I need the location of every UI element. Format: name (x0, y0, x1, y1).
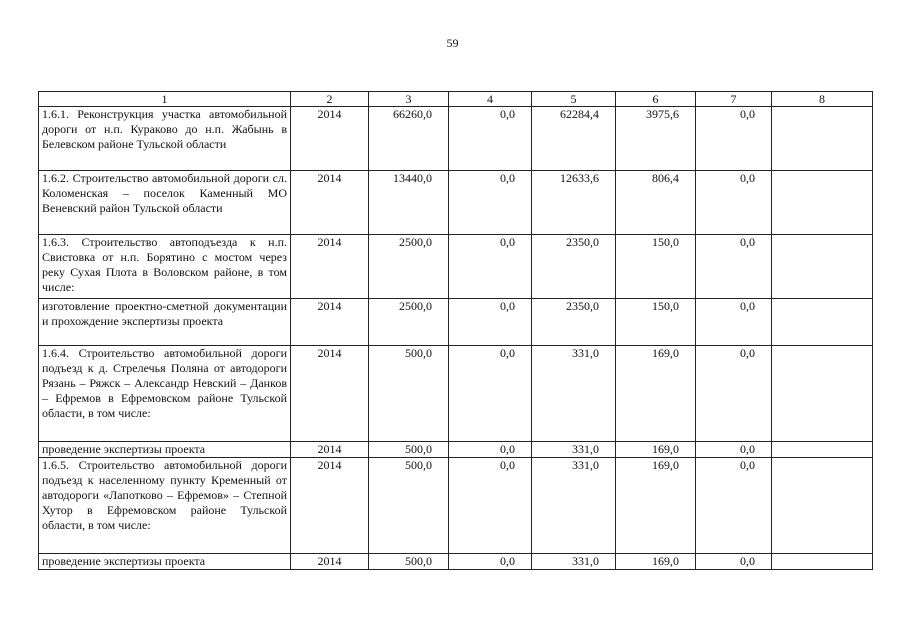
table-row (39, 171, 873, 235)
row-value-7: 0,0 (696, 346, 772, 442)
table-row (39, 346, 873, 442)
col-header: 7 (696, 92, 772, 107)
row-value-5: 331,0 (532, 458, 616, 554)
row-year: 2014 (291, 458, 369, 554)
row-value-4: 0,0 (449, 299, 532, 346)
row-value-3: 500,0 (369, 554, 449, 570)
row-value-6: 169,0 (616, 458, 696, 554)
row-value-8 (772, 554, 873, 570)
table-row (39, 107, 873, 171)
table-row (39, 554, 873, 570)
page-number: 59 (446, 36, 459, 50)
budget-table (38, 91, 873, 570)
row-description: проведение экспертизы проекта (39, 554, 291, 570)
row-description: 1.6.4. Строительство автомобильной дороги подъезд к д. Стрелечья Поляна от автодороги Рязань – Ряжск – Александр Невский – Данков – Ефремов в Ефремовском районе Тульской области, в том числе: (39, 346, 291, 442)
row-value-3: 66260,0 (369, 107, 449, 171)
row-year: 2014 (291, 554, 369, 570)
row-value-4: 0,0 (449, 171, 532, 235)
table-row (39, 235, 873, 299)
row-description: проведение экспертизы проекта (39, 442, 291, 458)
row-value-5: 2350,0 (532, 299, 616, 346)
row-value-5: 2350,0 (532, 235, 616, 299)
table-row (39, 442, 873, 458)
col-header: 3 (369, 92, 449, 107)
table-row (39, 458, 873, 554)
row-value-8 (772, 458, 873, 554)
row-value-3: 500,0 (369, 442, 449, 458)
row-value-7: 0,0 (696, 458, 772, 554)
row-description: 1.6.5. Строительство автомобильной дороги подъезд к населенному пункту Кременный от автодороги «Лапотково – Ефремов» – Степной Хутор в Ефремовском районе Тульской области, в том числе: (39, 458, 291, 554)
row-value-4: 0,0 (449, 458, 532, 554)
row-value-7: 0,0 (696, 171, 772, 235)
col-header: 8 (772, 92, 873, 107)
row-value-5: 331,0 (532, 346, 616, 442)
row-value-3: 13440,0 (369, 171, 449, 235)
row-value-8 (772, 442, 873, 458)
row-value-4: 0,0 (449, 235, 532, 299)
row-description: 1.6.2. Строительство автомобильной дороги сл. Коломенская – поселок Каменный МО Веневский район Тульской области (39, 171, 291, 235)
row-value-6: 169,0 (616, 346, 696, 442)
row-year: 2014 (291, 346, 369, 442)
row-description: 1.6.1. Реконструкция участка автомобильной дороги от н.п. Кураково до н.п. Жабынь в Белевском районе Тульской области (39, 107, 291, 171)
row-year: 2014 (291, 107, 369, 171)
row-description: 1.6.3. Строительство автоподъезда к н.п. Свистовка от н.п. Борятино с мостом через реку Сухая Плота в Воловском районе, в том числе: (39, 235, 291, 299)
row-value-8 (772, 299, 873, 346)
row-value-8 (772, 171, 873, 235)
row-value-3: 500,0 (369, 346, 449, 442)
col-header: 4 (449, 92, 532, 107)
row-value-5: 331,0 (532, 442, 616, 458)
row-value-5: 62284,4 (532, 107, 616, 171)
row-value-3: 500,0 (369, 458, 449, 554)
row-value-6: 169,0 (616, 554, 696, 570)
row-value-3: 2500,0 (369, 299, 449, 346)
row-year: 2014 (291, 235, 369, 299)
row-value-7: 0,0 (696, 299, 772, 346)
row-value-6: 150,0 (616, 299, 696, 346)
row-value-6: 3975,6 (616, 107, 696, 171)
row-value-8 (772, 346, 873, 442)
col-header: 6 (616, 92, 696, 107)
row-value-4: 0,0 (449, 346, 532, 442)
row-value-7: 0,0 (696, 235, 772, 299)
row-value-6: 806,4 (616, 171, 696, 235)
header-row (39, 92, 873, 107)
col-header: 2 (291, 92, 369, 107)
row-value-5: 331,0 (532, 554, 616, 570)
row-year: 2014 (291, 299, 369, 346)
row-value-8 (772, 235, 873, 299)
table-row (39, 299, 873, 346)
row-value-6: 169,0 (616, 442, 696, 458)
row-year: 2014 (291, 171, 369, 235)
row-value-6: 150,0 (616, 235, 696, 299)
col-header: 5 (532, 92, 616, 107)
row-description: изготовление проектно-сметной документации и прохождение экспертизы проекта (39, 299, 291, 346)
row-value-4: 0,0 (449, 442, 532, 458)
row-value-7: 0,0 (696, 554, 772, 570)
row-value-5: 12633,6 (532, 171, 616, 235)
row-value-8 (772, 107, 873, 171)
row-value-3: 2500,0 (369, 235, 449, 299)
row-value-7: 0,0 (696, 442, 772, 458)
row-year: 2014 (291, 442, 369, 458)
row-value-4: 0,0 (449, 107, 532, 171)
row-value-7: 0,0 (696, 107, 772, 171)
col-header: 1 (39, 92, 291, 107)
row-value-4: 0,0 (449, 554, 532, 570)
